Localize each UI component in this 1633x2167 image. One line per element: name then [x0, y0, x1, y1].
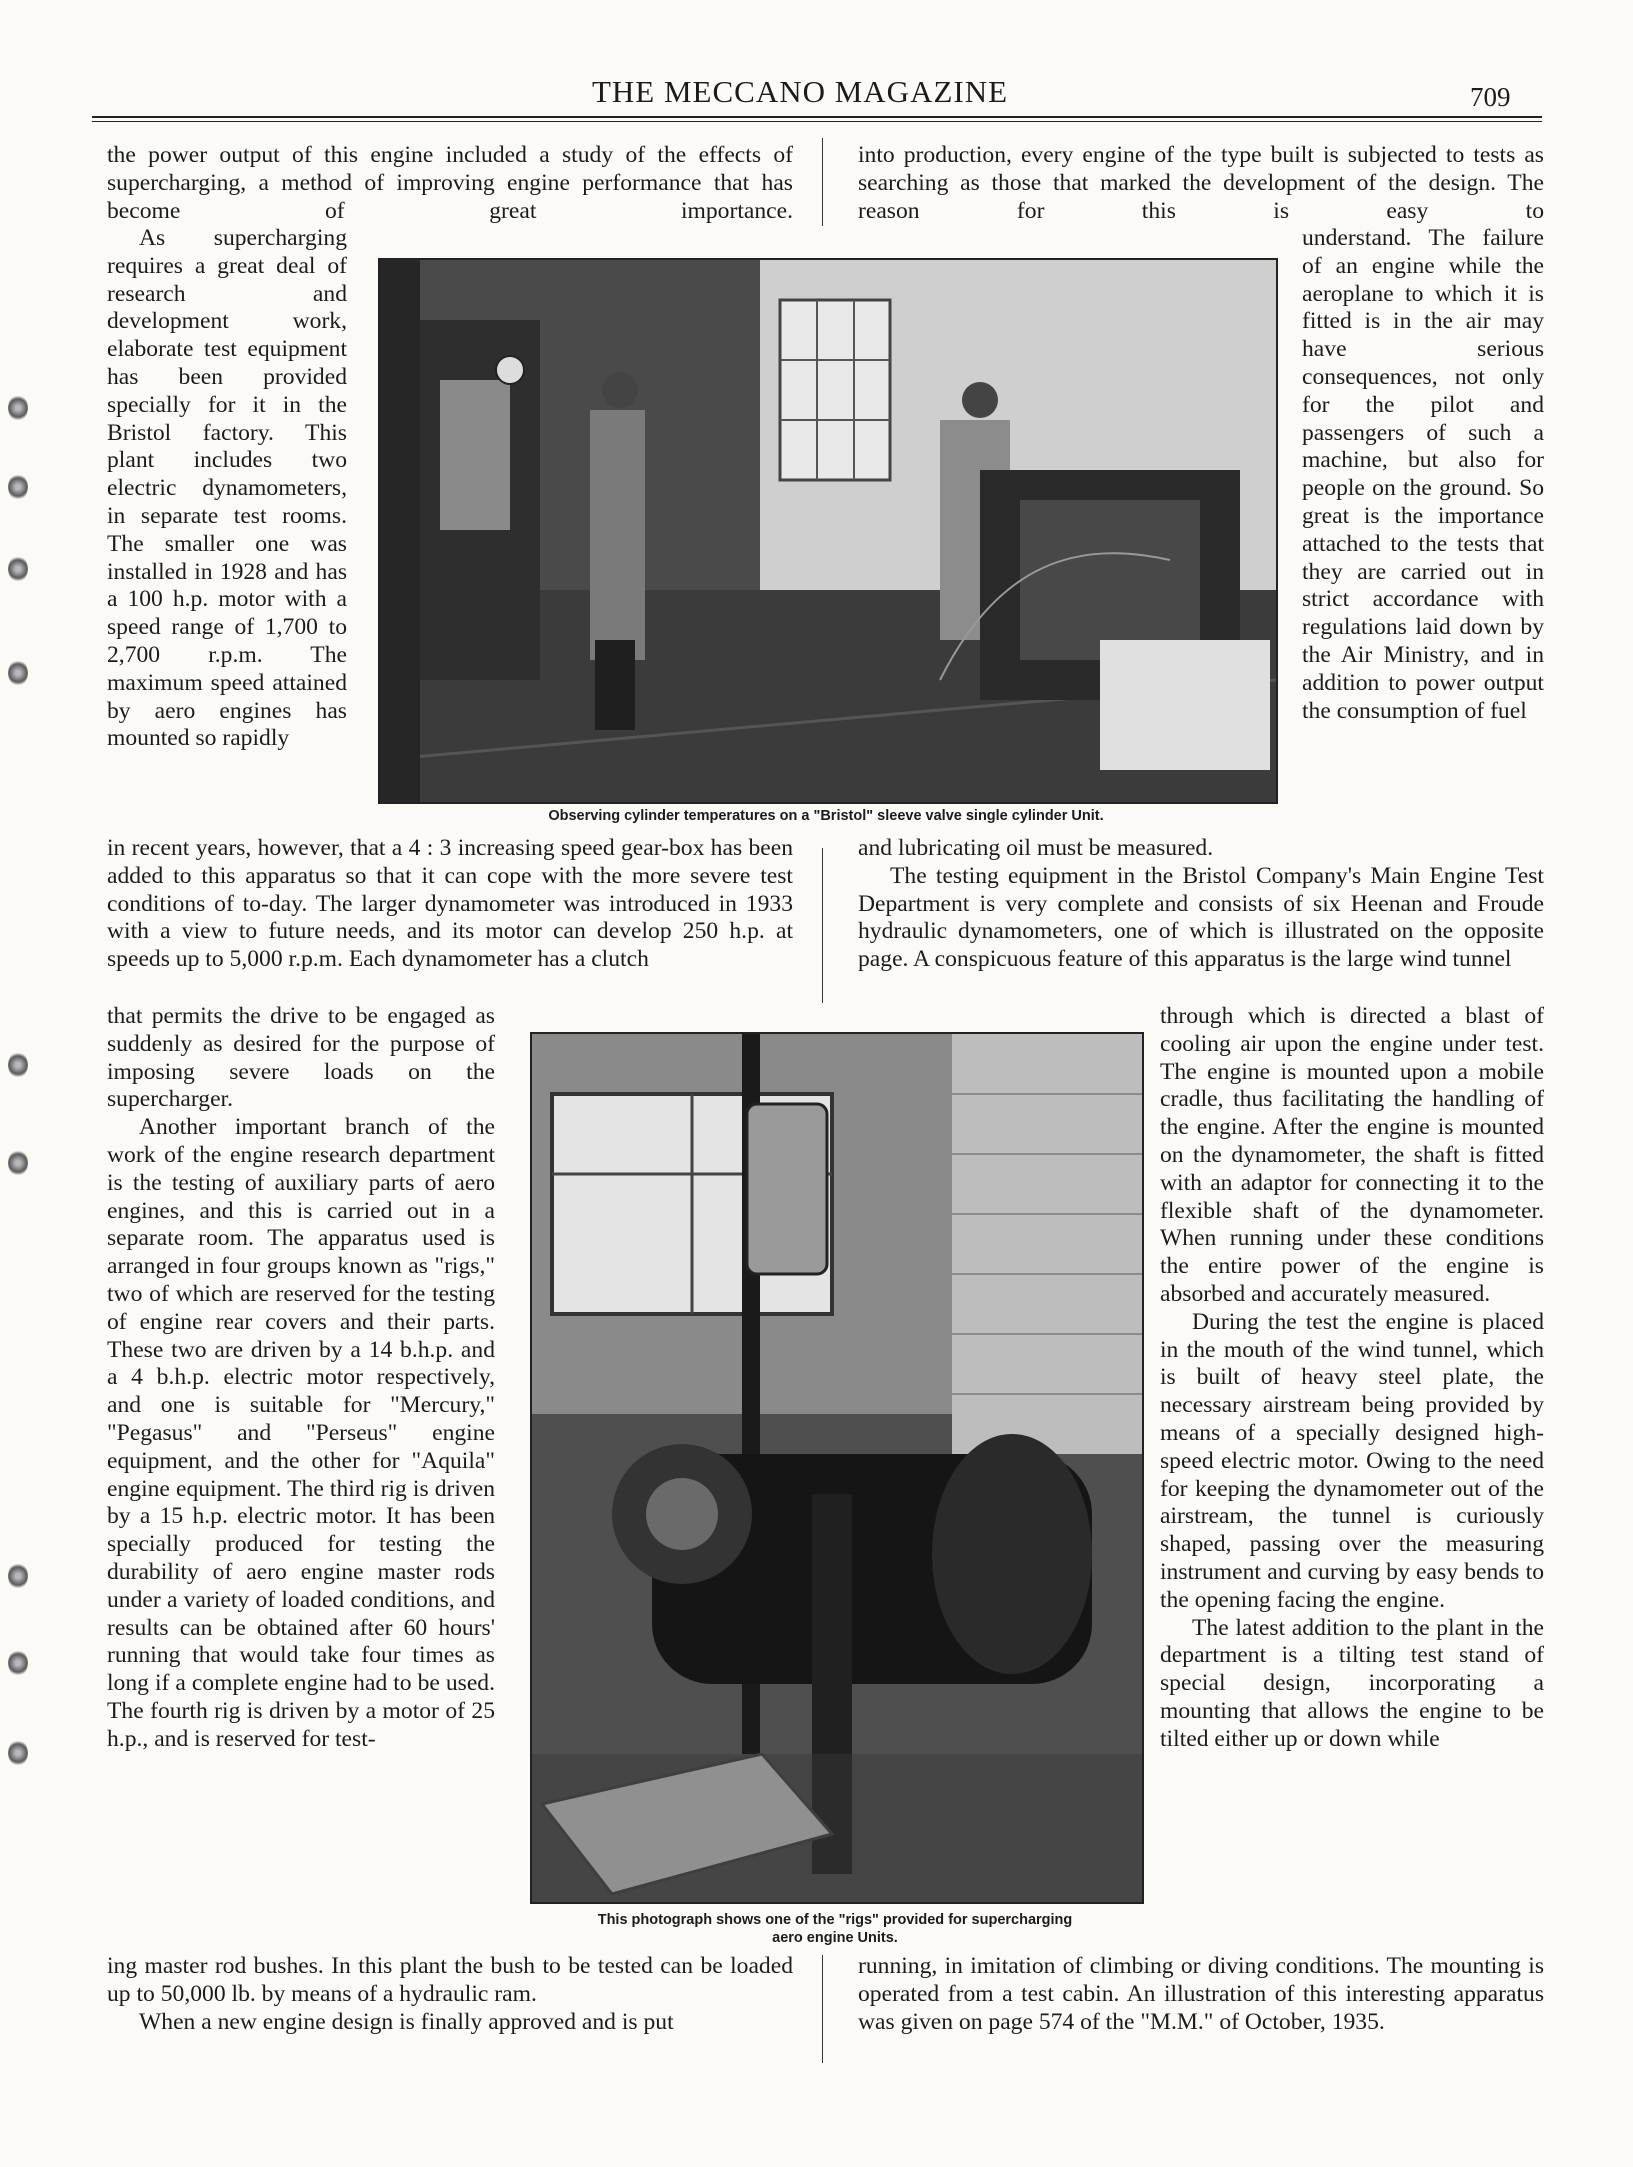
paragraph: in recent years, however, that a 4 : 3 increasing speed gear-box has been added to this apparatus so that it can cope with the more severe test conditions of to-day. The larger dynamometer was introduced in 1933 with a view to future needs, and its motor can develop 250 h.p. at speeds up to 5,000 r.p.m. Each dynamometer has a clutch — [107, 835, 793, 973]
left-bottom-text — [107, 1953, 793, 2036]
paragraph: through which is directed a blast of cooling air upon the engine under test. The engine is mounted upon a mobile cradle, thus facilitating the handling of the engine. After the engine is mounted on the dynamometer, the shaft is fitted with an adaptor for connecting it to the flexible shaft of the dynamometer. When running under these conditions the entire power of the engine is absorbed and accurately measured. — [1160, 1003, 1544, 1307]
left-narrow-text — [107, 225, 347, 753]
paragraph: Another important branch of the work of the engine research department is the testing of auxiliary parts of aero engines, and this is carried out in a separate room. The apparatus used is arranged in four groups known as "rigs," two of which are reserved for the testing of engine rear covers and their parts. These two are driven by a 14 b.h.p. and a 4 b.h.p. electric motor respectively, and one is suitable for "Mercury," "Pegasus" and "Perseus" engine equipment, and the other for "Aquila" engine equipment. The third rig is driven by a 15 h.p. electric motor. It has been specially produced for testing the durability of aero engine master rods under a variety of loaded conditions, and results can be obtained after 60 hours' running that would take four times as long if a complete engine had to be used. The fourth rig is driven by a motor of 25 h.p., and is reserved for test- — [107, 1114, 495, 1752]
right-top-text — [858, 142, 1544, 225]
left-lower-text — [107, 1003, 495, 1754]
binding-hole — [8, 1740, 28, 1766]
paragraph: and lubricating oil must be measured. — [858, 835, 1214, 861]
paragraph: The latest addition to the plant in the department is a tilting test stand of special design, incorporating a mounting that allows the engine to be tilted either up or down while — [1160, 1614, 1544, 1752]
binding-hole — [8, 395, 28, 421]
right-lower-text — [1160, 1003, 1544, 1754]
photo-illustration — [532, 1034, 1142, 1902]
photo-caption-line2: aero engine Units. — [772, 1930, 898, 1946]
header-rule-thin — [92, 121, 1542, 122]
supercharger-rig-photo — [530, 1032, 1144, 1904]
paragraph: the power output of this engine included a study of the effects of supercharging, a method of improving engine performance that has become of great importance. — [107, 142, 793, 224]
magazine-title: THE MECCANO MAGAZINE — [591, 74, 1009, 109]
paragraph: understand. The failure of an engine while the aeroplane to which it is fitted is in the air may have serious consequences, not only for the pilot and passengers of such a machine, but also for people on the ground. So great is the importance attached to the tests that they are carried out in strict accordance with regulations laid down by the Air Ministry, and in addition to power output the consumption of fuel — [1302, 225, 1544, 724]
right-bottom-text — [858, 1953, 1544, 2036]
binding-hole — [8, 556, 28, 582]
paragraph: When a new engine design is finally approved and is put — [139, 2008, 674, 2035]
binding-hole — [8, 1650, 28, 1676]
photo-illustration — [380, 260, 1276, 802]
right-narrow-text — [1302, 225, 1544, 725]
column-divider — [822, 138, 823, 226]
header-rule — [92, 116, 1542, 118]
paragraph: ing master rod bushes. In this plant the bush to be tested can be loaded up to 50,000 lb. by means of a hydraulic ram. — [107, 1953, 793, 2007]
binding-hole — [8, 474, 28, 500]
paragraph: As supercharging requires a great deal of research and development work, elaborate test equipment has been provided specially for it in the Bristol factory. This plant includes two electric dynamometers, in separate test rooms. The smaller one was installed in 1928 and has a 100 h.p. motor with a speed range of 1,700 to 2,700 r.p.m. The maximum speed attained by aero engines has mounted so rapidly — [107, 225, 347, 752]
column-divider — [822, 1955, 823, 2063]
left-mid-text — [107, 835, 793, 974]
paragraph: The testing equipment in the Bristol Company's Main Engine Test Department is very complete and consists of six Heenan and Froude hydraulic dynamometers, one of which is illustrated on the opposite page. A conspicuous feature of this apparatus is the large wind tunnel — [858, 862, 1544, 973]
page-number: 709 — [1470, 82, 1511, 112]
binding-hole — [8, 1150, 28, 1176]
paragraph: that permits the drive to be engaged as suddenly as desired for the purpose of imposing severe loads on the supercharger. — [107, 1003, 495, 1113]
paragraph: During the test the engine is placed in the mouth of the wind tunnel, which is built of heavy steel plate, the necessary airstream being provided by means of a specially designed high-speed electric motor. Owing to the need for keeping the dynamometer out of the airstream, the tunnel is curiously shaped, passing over the measuring instrument and curving by easy bends to the opening facing the engine. — [1160, 1308, 1544, 1613]
binding-hole — [8, 660, 28, 686]
photo-caption: Observing cylinder temperatures on a "Bristol" sleeve valve single cylinder Unit. — [548, 808, 1104, 824]
paragraph: running, in imitation of climbing or diving conditions. The mounting is operated from a test cabin. An illustration of this interesting apparatus was given on page 574 of the "M.M." of October, 1935. — [858, 1953, 1544, 2035]
right-mid-text — [858, 835, 1544, 974]
photo-caption-line1: This photograph shows one of the "rigs" provided for supercharging — [597, 1912, 1073, 1928]
column-divider — [822, 848, 823, 1003]
left-top-text — [107, 142, 793, 225]
binding-hole — [8, 1563, 28, 1589]
engine-test-photo — [378, 258, 1278, 804]
binding-hole — [8, 1052, 28, 1078]
paragraph: into production, every engine of the type built is subjected to tests as searching as those that marked the development of the design. The reason for this is easy to — [858, 142, 1544, 224]
